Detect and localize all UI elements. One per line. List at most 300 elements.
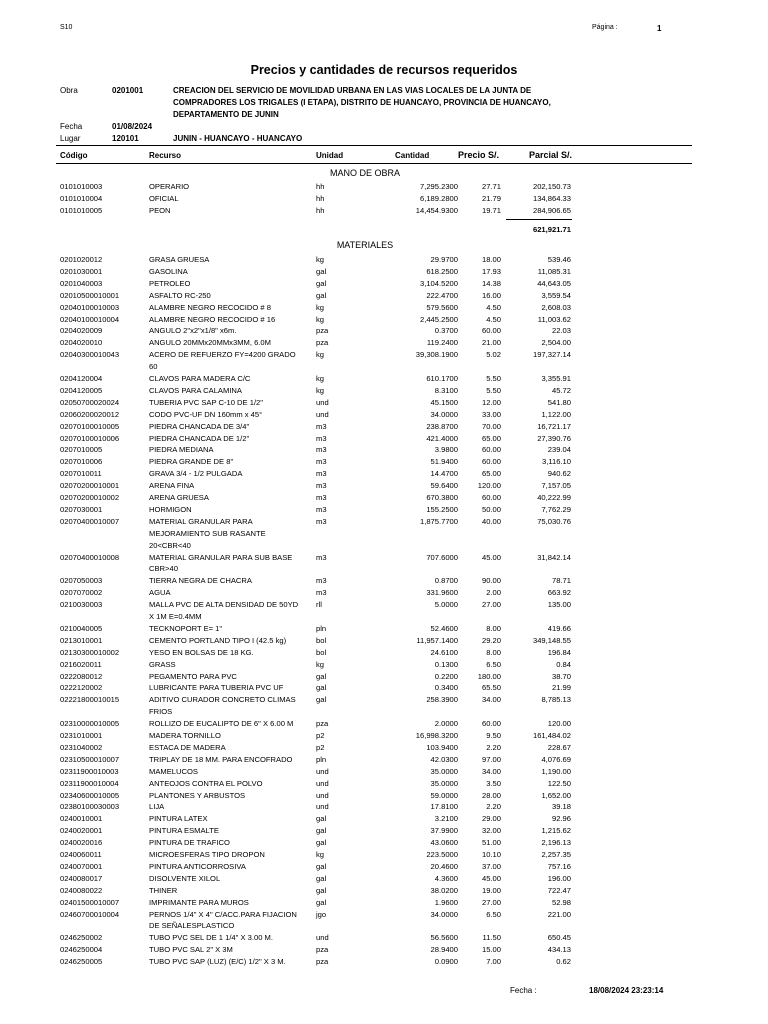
resource-quantity: 421.4000 <box>426 433 458 443</box>
resource-name: ANGULO 20MMx20MMx3MM, 6.0M <box>149 338 271 348</box>
resource-code: 0207010005 <box>60 445 103 455</box>
resource-unit: hh <box>316 182 325 191</box>
table-row <box>0 552 768 563</box>
resource-name: PIEDRA MEDIANA <box>149 445 214 455</box>
page-title: Precios y cantidades de recursos requeridos <box>250 63 518 77</box>
section-title-mano-de-obra: MANO DE OBRA <box>329 168 400 178</box>
mano-de-obra-subtotal-rule <box>506 219 572 220</box>
footer-fecha-value: 18/08/2024 23:23:14 <box>589 986 664 995</box>
resource-unit: gal <box>316 683 327 693</box>
table-row <box>0 444 768 455</box>
table-row <box>0 480 768 491</box>
resource-price: 2.00 <box>486 588 501 598</box>
resource-price: 27.00 <box>481 897 501 907</box>
table-row <box>0 397 768 408</box>
resource-name: DISOLVENTE XILOL <box>149 873 221 883</box>
resource-partial: 196.00 <box>547 873 571 883</box>
table-row <box>0 290 768 301</box>
resource-partial: 539.46 <box>547 255 571 264</box>
resource-quantity: 7,295.2300 <box>419 182 458 191</box>
resource-quantity: 52.4600 <box>430 623 458 633</box>
resource-name: ASFALTO RC-250 <box>149 290 211 300</box>
resource-partial: 1,652.00 <box>541 790 571 800</box>
table-row-continuation <box>0 706 768 717</box>
resource-unit: m3 <box>316 493 327 502</box>
resource-price: 19.00 <box>481 885 501 895</box>
resource-price: 27.00 <box>481 600 501 610</box>
resource-code: 0204020010 <box>60 338 103 348</box>
resource-price: 2.20 <box>486 742 501 752</box>
resource-code: 0246250004 <box>60 945 103 955</box>
table-row <box>0 790 768 801</box>
resource-code: 0204120005 <box>60 385 103 395</box>
resource-price: 9.50 <box>486 731 501 740</box>
resource-name: TUBO PVC SAL 2" X 3M <box>149 945 233 955</box>
resource-price: 70.00 <box>481 421 501 431</box>
resource-name: MADERA TORNILLO <box>149 731 221 740</box>
table-row-continuation <box>0 611 768 622</box>
resource-code: 0207010006 <box>60 457 103 467</box>
resource-partial: 39.18 <box>551 802 571 812</box>
resource-price: 40.00 <box>481 516 501 526</box>
table-row <box>0 504 768 515</box>
table-row <box>0 754 768 765</box>
resource-unit: pln <box>316 754 327 764</box>
obra-description-line-2: COMPRADORES LOS TRIGALES (I ETAPA), DISTRITO DE HUANCAYO, PROVINCIA DE HUANCAYO, <box>173 98 551 107</box>
resource-code: 0201040003 <box>60 278 103 288</box>
resource-unit: hh <box>316 206 325 216</box>
resource-name: PERNOS 1/4" X 4" C/ACC.PARA FIJACION <box>149 909 297 919</box>
resource-unit: und <box>316 409 329 419</box>
resource-name: ANGULO 2"x2"x1/8" x6m. <box>149 326 237 336</box>
resource-unit: und <box>316 778 329 788</box>
resource-unit: m3 <box>316 504 327 514</box>
resource-name: TUBO PVC SAP (LUZ) (E/C) 1/2" X 3 M. <box>149 957 286 967</box>
resource-code: 0222120002 <box>60 683 103 693</box>
resource-quantity: 707.6000 <box>426 552 458 562</box>
resource-code: 02040100010003 <box>60 302 120 312</box>
table-row <box>0 718 768 729</box>
resource-unit: und <box>316 790 329 800</box>
resource-price: 8.00 <box>486 623 501 633</box>
resource-quantity: 34.0000 <box>430 409 458 419</box>
resource-partial: 22.03 <box>551 326 571 336</box>
resource-code: 0204020009 <box>60 326 103 336</box>
column-header-recurso: Recurso <box>149 151 182 160</box>
resource-code: 0210040005 <box>60 623 103 633</box>
resource-name: TIERRA NEGRA DE CHACRA <box>149 576 252 586</box>
resource-partial: 722.47 <box>547 885 571 895</box>
section-title-materiales: MATERIALES <box>336 240 394 250</box>
resource-name: MALLA PVC DE ALTA DENSIDAD DE 50YD <box>149 600 299 610</box>
table-row-continuation <box>0 528 768 539</box>
resource-price: 3.50 <box>486 778 501 788</box>
resource-partial: 134,864.33 <box>532 194 571 204</box>
resource-partial: 0.62 <box>556 957 571 967</box>
page-label: Página : <box>592 24 618 31</box>
resource-quantity: 14,454.9300 <box>415 206 458 216</box>
resource-partial: 663.92 <box>547 588 571 598</box>
resource-partial: 38.70 <box>551 671 571 681</box>
resource-quantity: 56.5600 <box>430 933 458 943</box>
table-row <box>0 813 768 824</box>
resource-unit: gal <box>316 838 327 848</box>
resource-code: 0204120004 <box>60 374 103 383</box>
resource-unit: rll <box>316 600 322 610</box>
resource-quantity: 24.6100 <box>430 647 458 657</box>
resource-quantity: 618.2500 <box>426 266 458 276</box>
resource-price: 45.00 <box>481 873 501 883</box>
resource-quantity: 579.5600 <box>426 302 458 312</box>
resource-code: 02070100010006 <box>60 433 120 443</box>
table-row <box>0 849 768 860</box>
resource-price: 5.02 <box>486 350 501 360</box>
resource-partial: 2,504.00 <box>541 338 571 348</box>
resource-price: 90.00 <box>481 576 501 586</box>
resource-quantity: 11,957.1400 <box>416 635 458 645</box>
table-row <box>0 266 768 277</box>
resource-name: ADITIVO CURADOR CONCRETO CLIMAS <box>149 695 296 705</box>
resource-name: GRASS <box>149 659 176 669</box>
resource-code: 0101010005 <box>60 206 103 216</box>
resource-name: GRAVA 3/4 - 1/2 PULGADA <box>149 469 243 479</box>
resource-unit: und <box>316 766 329 776</box>
resource-quantity: 20.4600 <box>430 861 458 871</box>
table-row <box>0 635 768 646</box>
resource-price: 34.00 <box>481 695 501 705</box>
resource-quantity: 0.0900 <box>434 957 458 967</box>
resource-partial: 541.80 <box>547 397 571 407</box>
resource-code: 0240080022 <box>60 885 103 895</box>
resource-partial: 7,157.05 <box>541 481 571 491</box>
resource-price: 28.00 <box>481 790 501 800</box>
resource-name: ALAMBRE NEGRO RECOCIDO # 16 <box>149 314 276 324</box>
table-row <box>0 456 768 467</box>
resource-name: AGUA <box>149 588 171 598</box>
resource-name: GRASA GRUESA <box>149 255 210 264</box>
resource-unit: gal <box>316 897 327 907</box>
resource-quantity: 2,445.2500 <box>419 314 458 324</box>
resource-unit: gal <box>316 826 327 836</box>
resource-price: 18.00 <box>481 255 501 264</box>
table-row <box>0 205 768 216</box>
resource-name: TRIPLAY DE 18 MM. PARA ENCOFRADO <box>149 754 293 764</box>
resource-price: 65.00 <box>481 469 501 479</box>
resource-code: 0240060011 <box>60 850 102 859</box>
resource-partial: 11,085.31 <box>537 266 571 276</box>
resource-partial: 135.00 <box>547 600 571 610</box>
resource-partial: 8,785.13 <box>541 695 571 705</box>
table-row <box>0 433 768 444</box>
resource-name: YESO EN BOLSAS DE 18 KG. <box>149 647 254 657</box>
resource-quantity: 59.0000 <box>430 790 458 800</box>
resource-quantity: 103.9400 <box>426 742 458 752</box>
resource-quantity: 0.8700 <box>434 576 458 586</box>
resource-unit: pza <box>316 338 329 348</box>
obra-code: 0201001 <box>112 86 144 95</box>
resource-code: 02070200010001 <box>60 481 120 491</box>
resource-price: 120.00 <box>477 481 501 491</box>
resource-price: 19.71 <box>481 206 501 216</box>
resource-price: 21.79 <box>481 194 501 204</box>
resource-quantity: 258.3900 <box>426 695 458 705</box>
resource-price: 51.00 <box>481 838 501 848</box>
resource-partial: 45.72 <box>551 385 571 395</box>
resource-name-continuation: DE SEÑALESPLASTICO <box>149 921 235 931</box>
resource-partial: 221.00 <box>547 909 571 919</box>
resource-name: TUBERIA PVC SAP C-10 DE 1/2" <box>149 397 263 407</box>
resource-quantity: 37.9900 <box>430 826 458 836</box>
table-row-continuation <box>0 563 768 574</box>
table-row <box>0 873 768 884</box>
resource-partial: 7,762.29 <box>541 504 571 514</box>
resource-unit: pza <box>316 945 329 955</box>
resource-code: 02070400010007 <box>60 516 120 526</box>
resource-partial: 75,030.76 <box>537 516 571 526</box>
table-row <box>0 623 768 634</box>
resource-price: 4.50 <box>486 314 501 324</box>
resource-unit: jgo <box>316 909 327 919</box>
resource-unit: kg <box>316 255 325 264</box>
table-row <box>0 314 768 325</box>
resource-name: MATERIAL GRANULAR PARA <box>149 516 253 526</box>
resource-price: 10.10 <box>481 850 501 859</box>
resource-code: 02310000010005 <box>60 719 120 729</box>
resource-partial: 1,190.00 <box>541 766 571 776</box>
table-row <box>0 575 768 586</box>
resource-code: 02221800010015 <box>60 695 120 705</box>
resource-price: 180.00 <box>477 671 501 681</box>
column-header-precio: Precio S/. <box>458 150 500 160</box>
resource-quantity: 28.9400 <box>430 945 458 955</box>
resource-unit: m3 <box>316 552 327 562</box>
resource-quantity: 1,875.7700 <box>419 516 458 526</box>
resource-unit: m3 <box>316 576 327 586</box>
resource-price: 37.00 <box>481 861 501 871</box>
resource-price: 8.00 <box>486 647 501 657</box>
resource-price: 21.00 <box>481 338 501 348</box>
table-row <box>0 337 768 348</box>
table-row <box>0 516 768 527</box>
resource-price: 2.20 <box>486 802 501 812</box>
resource-code: 0240070001 <box>60 861 103 871</box>
lugar-label: Lugar <box>60 134 81 143</box>
resource-unit: kg <box>316 350 325 360</box>
resource-code: 02070100010005 <box>60 421 120 431</box>
resource-quantity: 43.0600 <box>430 838 458 848</box>
resource-price: 16.00 <box>481 290 501 300</box>
resource-name-continuation: X 1M E=0.4MM <box>149 612 202 621</box>
resource-quantity: 238.8700 <box>426 421 458 431</box>
resource-name: ACERO DE REFUERZO FY=4200 GRADO <box>149 350 296 360</box>
resource-price: 29.00 <box>481 814 501 824</box>
obra-description-line-1: CREACION DEL SERVICIO DE MOVILIDAD URBANA EN LAS VIAS LOCALES DE LA JUNTA DE <box>173 86 532 95</box>
resource-name: TECKNOPORT E= 1" <box>149 623 223 633</box>
resource-partial: 21.99 <box>551 683 571 693</box>
resource-name-continuation: MEJORAMIENTO SUB RASANTE <box>149 528 266 538</box>
resource-unit: gal <box>316 873 327 883</box>
resource-code: 0101010003 <box>60 182 103 191</box>
resource-quantity: 29.9700 <box>430 255 458 264</box>
resource-partial: 16,721.17 <box>537 421 571 431</box>
resource-code: 0240080017 <box>60 873 103 883</box>
resource-name: CLAVOS PARA MADERA C/C <box>149 374 251 383</box>
resource-quantity: 17.8100 <box>430 802 458 812</box>
resource-code: 02040300010043 <box>60 350 120 360</box>
resource-name-continuation: 20<CBR<40 <box>149 540 191 550</box>
resource-name: PINTURA DE TRAFICO <box>149 838 230 848</box>
resource-unit: m3 <box>316 445 327 455</box>
fecha-value: 01/08/2024 <box>112 122 153 131</box>
resource-unit: pza <box>316 957 329 967</box>
resource-code: 02040100010004 <box>60 314 120 324</box>
resource-code: 0101010004 <box>60 194 103 204</box>
resource-name-continuation: FRIOS <box>149 707 173 717</box>
resource-quantity: 222.4700 <box>426 290 458 300</box>
resource-code: 0207070002 <box>60 588 103 598</box>
table-row <box>0 801 768 812</box>
resource-partial: 161,484.02 <box>532 731 571 740</box>
resource-unit: kg <box>316 850 325 859</box>
resource-partial: 2,608.03 <box>541 302 571 312</box>
resource-name: THINER <box>149 885 178 895</box>
resource-unit: m3 <box>316 588 327 598</box>
resource-unit: und <box>316 802 329 812</box>
resource-name-continuation: CBR>40 <box>149 564 178 574</box>
resource-partial: 27,390.76 <box>537 433 571 443</box>
resource-quantity: 155.2500 <box>426 504 458 514</box>
resource-price: 33.00 <box>481 409 501 419</box>
table-row <box>0 302 768 313</box>
resource-partial: 349,148.55 <box>532 635 571 645</box>
resource-unit: kg <box>316 302 325 312</box>
table-row <box>0 671 768 682</box>
table-row-continuation <box>0 361 768 372</box>
table-row <box>0 193 768 204</box>
table-row <box>0 944 768 955</box>
resource-partial: 3,559.54 <box>541 290 571 300</box>
report-code: S10 <box>60 24 73 31</box>
table-row <box>0 837 768 848</box>
resource-name: GASOLINA <box>149 266 188 276</box>
resource-quantity: 14.4700 <box>430 469 458 479</box>
table-row <box>0 468 768 479</box>
resource-code: 0207050003 <box>60 576 103 586</box>
resource-quantity: 35.0000 <box>430 766 458 776</box>
resource-unit: gal <box>316 814 327 824</box>
lugar-code: 120101 <box>112 134 139 143</box>
resource-quantity: 35.0000 <box>430 778 458 788</box>
resource-name: MICROESFERAS TIPO DROPON <box>149 850 265 859</box>
resource-price: 5.50 <box>486 385 501 395</box>
resource-price: 17.93 <box>481 266 501 276</box>
resource-unit: gal <box>316 290 327 300</box>
resource-price: 65.00 <box>481 433 501 443</box>
resource-quantity: 331.9600 <box>426 588 458 598</box>
resource-price: 4.50 <box>486 302 501 312</box>
resource-name: PEON <box>149 206 171 216</box>
resource-unit: gal <box>316 861 327 871</box>
resource-name: LUBRICANTE PARA TUBERIA PVC UF <box>149 683 284 693</box>
table-row <box>0 325 768 336</box>
resource-partial: 419.66 <box>547 623 571 633</box>
resource-code: 0240020016 <box>60 838 103 848</box>
resource-price: 50.00 <box>481 504 501 514</box>
table-row <box>0 897 768 908</box>
resource-unit: p2 <box>316 731 325 740</box>
resource-code: 02401500010007 <box>60 897 120 907</box>
resource-quantity: 34.0000 <box>430 909 458 919</box>
table-row <box>0 492 768 503</box>
resource-name: PIEDRA GRANDE DE 8" <box>149 457 234 467</box>
resource-name: PETROLEO <box>149 278 191 288</box>
resource-price: 60.00 <box>481 719 501 729</box>
resource-code: 0246250005 <box>60 957 103 967</box>
resource-price: 45.00 <box>481 552 501 562</box>
resource-code: 0240010001 <box>60 814 103 824</box>
resource-unit: m3 <box>316 516 327 526</box>
resource-partial: 757.16 <box>547 861 571 871</box>
table-row <box>0 599 768 610</box>
resource-partial: 228.67 <box>547 742 571 752</box>
column-header-cantidad: Cantidad <box>395 151 430 160</box>
resource-partial: 120.00 <box>547 719 571 729</box>
table-row <box>0 694 768 705</box>
table-row <box>0 682 768 693</box>
table-row <box>0 766 768 777</box>
table-row <box>0 373 768 384</box>
resource-name: ROLLIZO DE EUCALIPTO DE 6" X 6.00 M <box>149 719 294 729</box>
resource-partial: 0.84 <box>556 659 571 669</box>
resource-partial: 239.04 <box>547 445 571 455</box>
resource-unit: gal <box>316 266 327 276</box>
table-row-continuation <box>0 540 768 551</box>
lugar-description: JUNIN - HUANCAYO - HUANCAYO <box>173 134 303 143</box>
resource-name: MATERIAL GRANULAR PARA SUB BASE <box>149 552 293 562</box>
resource-partial: 4,076.69 <box>541 754 571 764</box>
resource-price: 27.71 <box>481 182 501 191</box>
resource-quantity: 6,189.2800 <box>419 194 458 204</box>
resource-price: 6.50 <box>486 659 501 669</box>
resource-unit: m3 <box>316 469 327 479</box>
resource-quantity: 51.9400 <box>430 457 458 467</box>
resource-price: 60.00 <box>481 445 501 455</box>
table-row <box>0 181 768 192</box>
resource-unit: gal <box>316 885 327 895</box>
resource-unit: m3 <box>316 481 327 491</box>
resource-partial: 284,906.65 <box>532 206 571 216</box>
resource-unit: m3 <box>316 457 327 467</box>
resource-price: 6.50 <box>486 909 501 919</box>
table-row <box>0 730 768 741</box>
resource-code: 02010500010001 <box>60 290 120 300</box>
table-row <box>0 861 768 872</box>
resource-quantity: 0.3400 <box>434 683 458 693</box>
resource-code: 0213010001 <box>60 635 103 645</box>
resource-name: ALAMBRE NEGRO RECOCIDO # 8 <box>149 302 271 312</box>
resource-partial: 11,003.62 <box>537 314 571 324</box>
resource-quantity: 4.3600 <box>434 873 458 883</box>
page-number: 1 <box>657 24 662 33</box>
resource-quantity: 3,104.5200 <box>419 278 458 288</box>
resource-price: 7.00 <box>486 957 501 967</box>
resource-name: PIEDRA CHANCADA DE 3/4" <box>149 421 250 431</box>
resource-name: HORMIGON <box>149 504 192 514</box>
resource-name: ARENA GRUESA <box>149 493 209 502</box>
table-row <box>0 932 768 943</box>
fecha-label: Fecha <box>60 122 83 131</box>
resource-quantity: 0.3700 <box>434 326 458 336</box>
